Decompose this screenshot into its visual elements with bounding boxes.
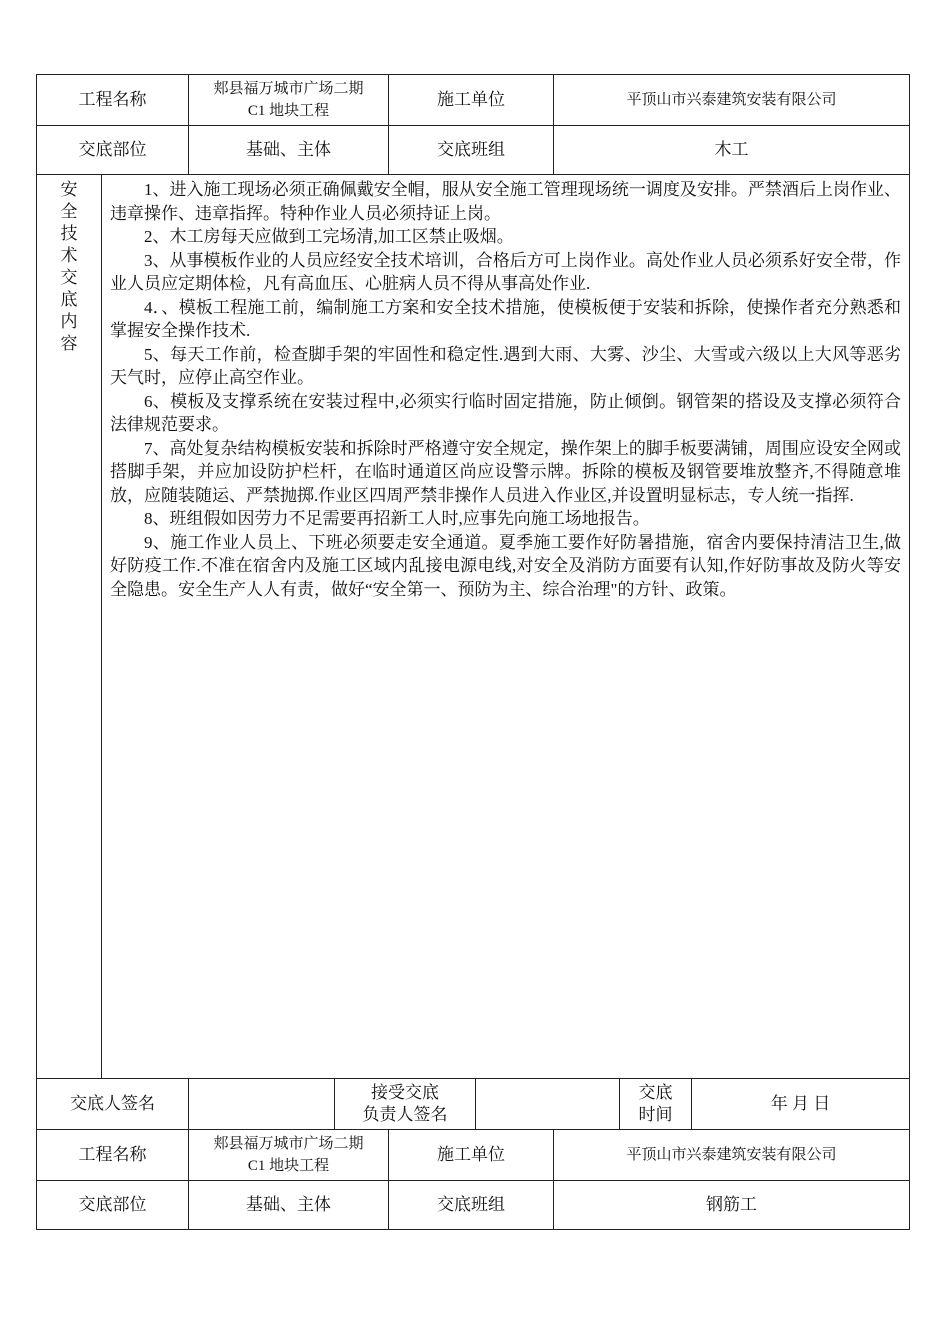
content-side-label-text: 安全技术交底内容: [60, 180, 78, 353]
project-name-value-2: 郏县福万城市广场二期 C1 地块工程: [188, 1129, 389, 1181]
paragraph-1: 1、进入施工现场必须正确佩戴安全帽，服从安全施工管理现场统一调度及安排。严禁酒后上岗作业、违章操作、违章指挥。特种作业人员必须持证上岗。: [110, 180, 901, 223]
paragraph-8: 8、班组假如因劳力不足需要再招新工人时,应事先向施工场地报告。: [144, 509, 650, 528]
paragraph-9: 9、施工作业人员上、下班必须要走安全通道。夏季施工要作好防暑措施，宿舍内要保持清洁卫生,做好防疫工作.不准在宿舍内及施工区域内乱接电源电线,对安全及消防方面要有认知,作好防事故及防火等安全隐患。安全生产人人有责，做好“安全第一、预防为主、综合治理"的方针、政策。: [110, 532, 901, 599]
handover-part-value: 基础、主体: [188, 125, 389, 175]
handover-team-value-2: 钢筋工: [553, 1180, 910, 1230]
receiver-signature-field[interactable]: [475, 1078, 620, 1130]
construction-unit-value: 平顶山市兴泰建筑安装有限公司: [553, 74, 910, 126]
signer-field[interactable]: [188, 1078, 335, 1130]
handover-team-value: 木工: [553, 125, 910, 175]
handover-date-field[interactable]: 年 月 日: [691, 1078, 910, 1130]
paragraph-2: 2、木工房每天应做到工完场清,加工区禁止吸烟。: [144, 227, 514, 246]
handover-team-label-2: 交底班组: [388, 1180, 554, 1230]
project-name-value: 郏县福万城市广场二期 C1 地块工程: [188, 74, 389, 126]
project-name-label-2: 工程名称: [36, 1129, 189, 1181]
project-name-label: 工程名称: [36, 74, 189, 126]
safety-content: [101, 174, 910, 1079]
handover-time-label: 交底 时间: [619, 1078, 692, 1130]
receiver-label: 接受交底 负责人签名: [334, 1078, 476, 1130]
content-side-label: [36, 174, 102, 1079]
construction-unit-value-2: 平顶山市兴泰建筑安装有限公司: [553, 1129, 910, 1181]
handover-team-label: 交底班组: [388, 125, 554, 175]
signer-label: 交底人签名: [36, 1078, 189, 1130]
paragraph-5: 5、每天工作前，检查脚手架的牢固性和稳定性.遇到大雨、大雾、沙尘、大雪或六级以上大风等恶劣天气时，应停止高空作业。: [110, 344, 901, 387]
handover-part-value-2: 基础、主体: [188, 1180, 389, 1230]
handover-part-label: 交底部位: [36, 125, 189, 175]
paragraph-6: 6、模板及支撑系统在安装过程中,必须实行临时固定措施，防止倾倒。钢管架的搭设及支撑必须符合法律规范要求。: [110, 391, 901, 434]
construction-unit-label-2: 施工单位: [388, 1129, 554, 1181]
handover-part-label-2: 交底部位: [36, 1180, 189, 1230]
paragraph-4: 4．、模板工程施工前，编制施工方案和安全技术措施，使模板便于安装和拆除，使操作者充分熟悉和掌握安全操作技术.: [110, 297, 901, 340]
paragraph-7: 7、高处复杂结构模板安装和拆除时严格遵守安全规定，操作架上的脚手板要满铺，周围应设安全网或搭脚手架，并应加设防护栏杆，在临时通道区尚应设警示牌。拆除的模板及钢管要堆放整齐,不得随意堆放，应随装随运、严禁抛掷.作业区四周严禁非操作人员进入作业区,并设置明显标志，专人统一指挥.: [110, 438, 901, 505]
construction-unit-label: 施工单位: [388, 74, 554, 126]
paragraph-3: 3、从事模板作业的人员应经安全技术培训，合格后方可上岗作业。高处作业人员必须系好安全带，作业人员应定期体检，凡有高血压、心脏病人员不得从事高处作业.: [110, 250, 901, 293]
